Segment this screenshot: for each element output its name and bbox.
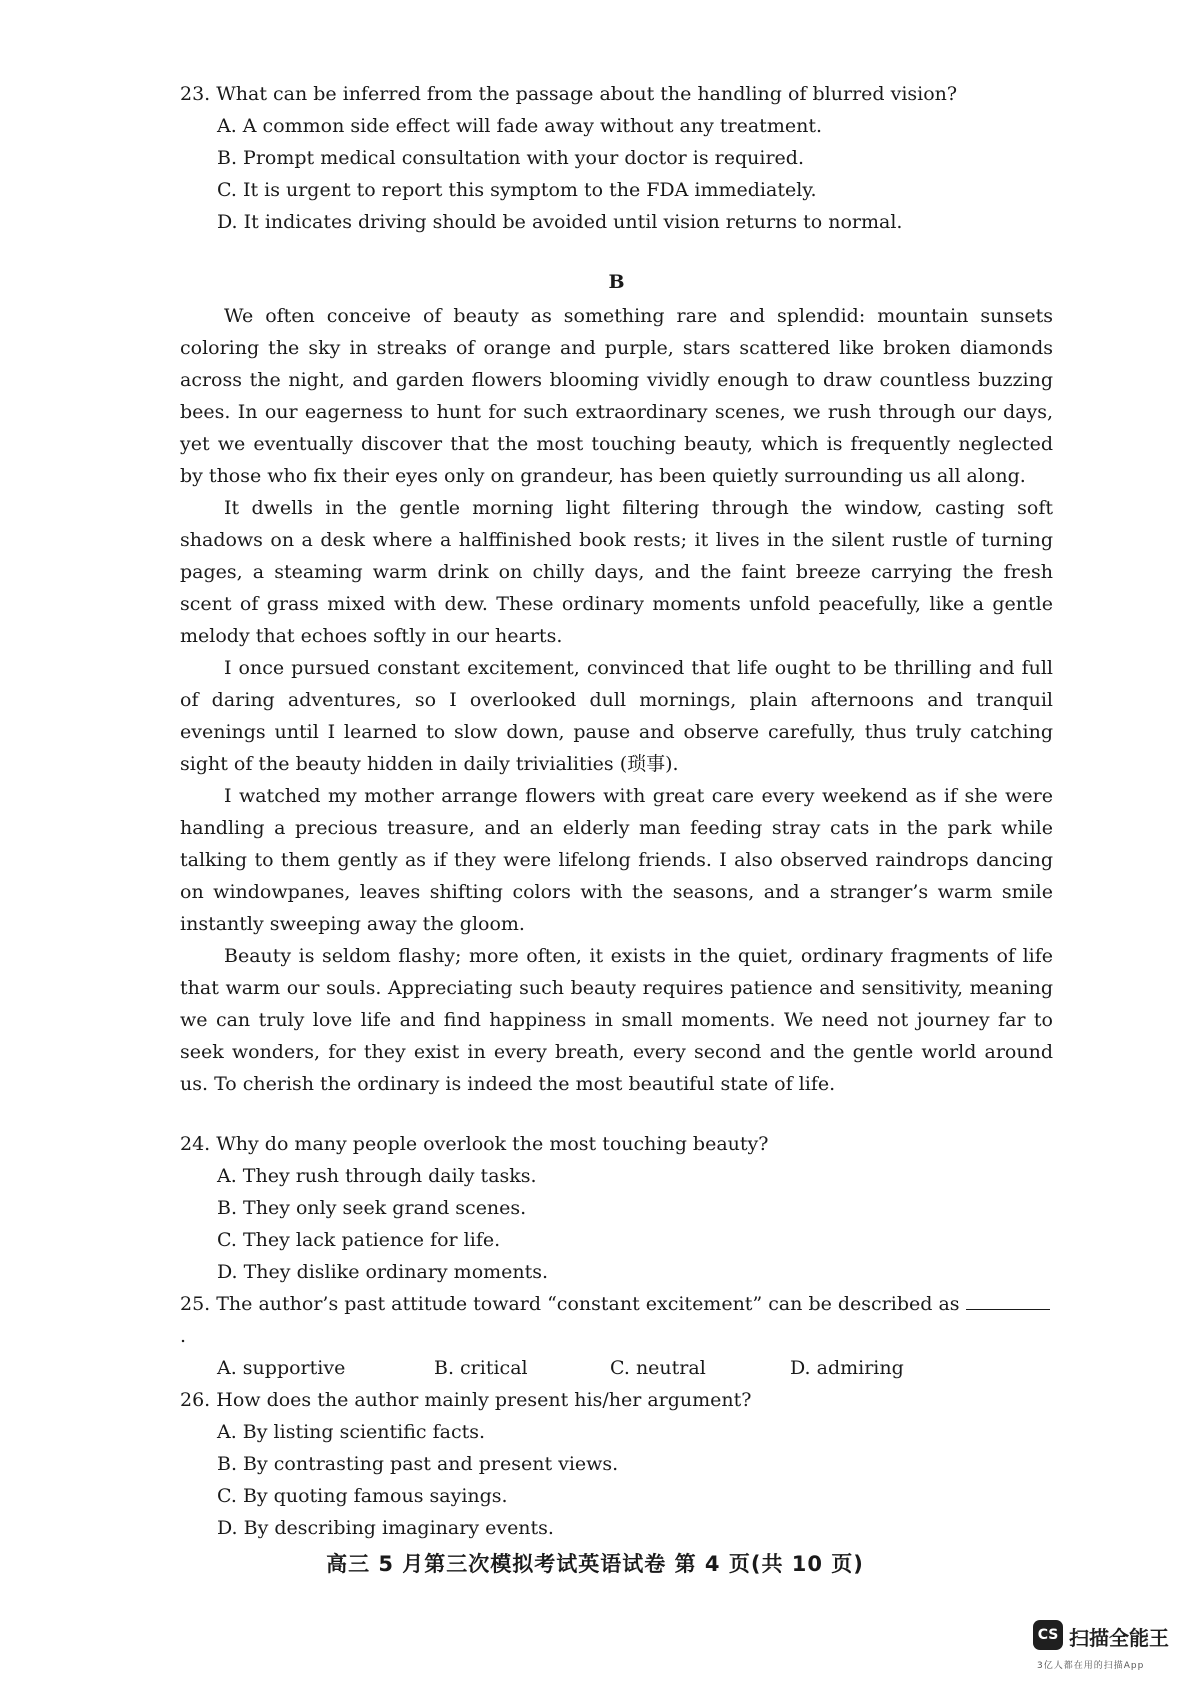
option-a: A. By listing scientific facts. xyxy=(217,1421,486,1443)
section-title: B xyxy=(608,271,625,293)
option-c: C. It is urgent to report this symptom to the FDA immediately. xyxy=(217,179,817,201)
option-c: C. They lack patience for life. xyxy=(217,1229,501,1251)
option-b: B. Prompt medical consultation with your doctor is required. xyxy=(217,147,804,169)
option-b: B. They only seek grand scenes. xyxy=(217,1197,527,1219)
passage-paragraph: I once pursued constant excitement, convinced that life ought to be thrilling and full of daring adventures, so I overlooked dull mornings, plain afternoons and tranquil evenings until I learned to slow down, pause and observe carefully, thus truly catching sight of the beauty hidden in daily trivialities (琐事). xyxy=(180,657,1053,775)
watermark-name: 扫描全能王 xyxy=(1069,1626,1169,1650)
question-stem: 23. What can be inferred from the passage about the handling of blurred vision? xyxy=(180,83,958,105)
option-a: A. supportive xyxy=(217,1357,346,1379)
watermark-tagline: 3亿人都在用的扫描App xyxy=(1037,1661,1145,1671)
option-b: B. critical xyxy=(434,1357,528,1379)
question-stem-wrapper xyxy=(180,1288,1053,1352)
passage-paragraph: I watched my mother arrange flowers with great care every weekend as if she were handling a precious treasure, and an elderly man feeding stray cats in the park while talking to them gently as if they were lifelong friends. I also observed raindrops dancing on windowpanes, leaves shifting colors with the seasons, and a stranger’s warm smile instantly sweeping away the gloom. xyxy=(180,785,1053,935)
question-26 xyxy=(180,1384,1053,1544)
option-d: D. It indicates driving should be avoided until vision returns to normal. xyxy=(217,211,903,233)
option-c: C. neutral xyxy=(610,1357,706,1379)
options-row xyxy=(217,1352,1053,1384)
question-stem: 25. The author’s past attitude toward “constant excitement” can be described as xyxy=(180,1293,960,1315)
option-b: B. By contrasting past and present views. xyxy=(217,1453,619,1475)
camscanner-logo-icon: CS xyxy=(1033,1620,1063,1650)
question-23 xyxy=(180,78,1053,238)
scanner-watermark xyxy=(1033,1620,1183,1676)
option-d: D. They dislike ordinary moments. xyxy=(217,1261,549,1283)
reading-passage xyxy=(180,300,1053,1100)
question-24 xyxy=(180,1128,1053,1288)
option-a: A. A common side effect will fade away without any treatment. xyxy=(217,115,822,137)
passage-paragraph: It dwells in the gentle morning light filtering through the window, casting soft shadows on a desk where a halffinished book rests; it lives in the silent rustle of turning pages, a steaming warm drink on chilly days, and the faint breeze carrying the fresh scent of grass mixed with dew. These ordinary moments unfold peacefully, like a gentle melody that echoes softly in our hearts. xyxy=(180,497,1053,647)
exam-page xyxy=(180,78,1053,1544)
passage-paragraph: Beauty is seldom flashy; more often, it exists in the quiet, ordinary fragments of life that warm our souls. Appreciating such beauty requires patience and sensitivity, meaning we can truly love life and find happiness in small moments. We need not journey far to seek wonders, for they exist in every breath, every second and the gentle world around us. To cherish the ordinary is indeed the most beautiful state of life. xyxy=(180,945,1053,1095)
question-stem: 26. How does the author mainly present his/her argument? xyxy=(180,1389,752,1411)
question-stem: 24. Why do many people overlook the most touching beauty? xyxy=(180,1133,769,1155)
answer-blank xyxy=(966,1291,1050,1310)
stem-end: . xyxy=(180,1325,187,1347)
option-c: C. By quoting famous sayings. xyxy=(217,1485,508,1507)
option-d: D. admiring xyxy=(790,1357,904,1379)
question-25 xyxy=(180,1288,1053,1384)
page-footer: 高三 5 月第三次模拟考试英语试卷 第 4 页(共 10 页) xyxy=(326,1552,864,1576)
passage-paragraph: We often conceive of beauty as something rare and splendid: mountain sunsets coloring the sky in streaks of orange and purple, stars scattered like broken diamonds across the night, and garden flowers blooming vividly enough to draw countless buzzing bees. In our eagerness to hunt for such extraordinary scenes, we rush through our days, yet we eventually discover that the most touching beauty, which is frequently neglected by those who fix their eyes only on grandeur, has been quietly surrounding us all along. xyxy=(180,305,1053,487)
spacer xyxy=(180,1100,1053,1128)
option-d: D. By describing imaginary events. xyxy=(217,1517,554,1539)
option-a: A. They rush through daily tasks. xyxy=(217,1165,537,1187)
